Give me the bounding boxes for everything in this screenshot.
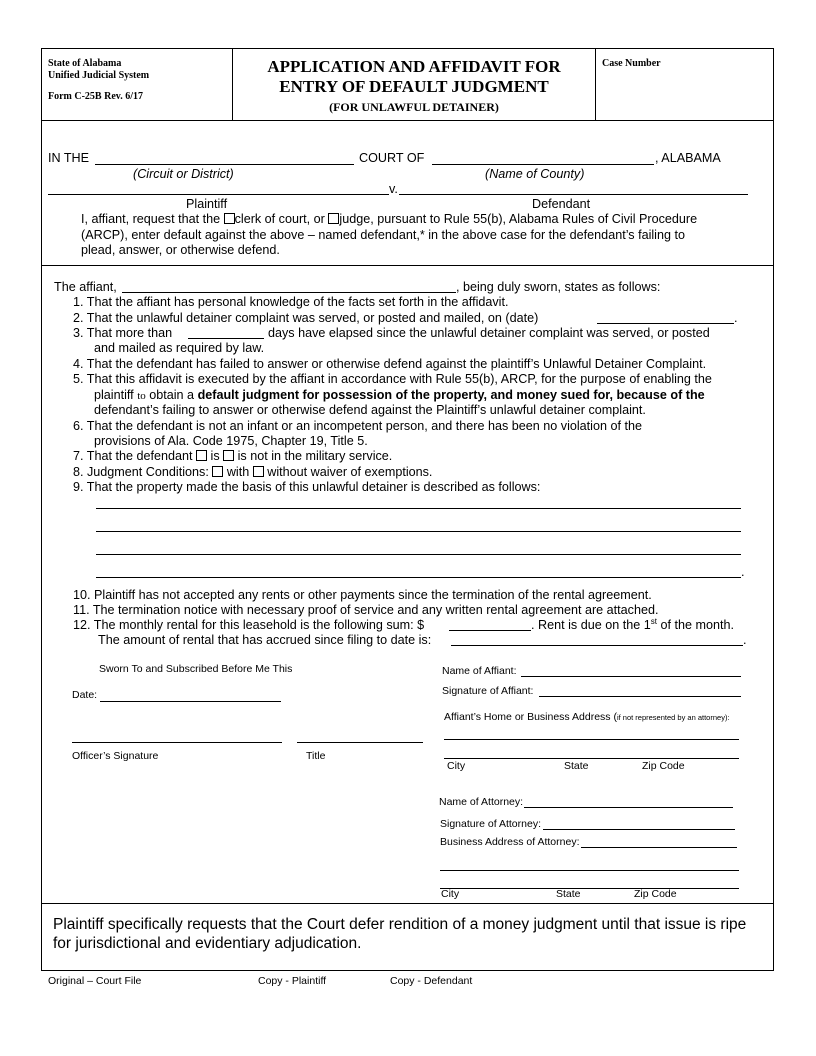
footer-copy-plaintiff: Copy - Plaintiff: [258, 975, 327, 987]
item-2: 2. That the unlawful detainer complaint was served, or posted and mailed, on (date): [73, 311, 539, 325]
attorney-signature-field[interactable]: [543, 829, 735, 830]
notice-line-2: for jurisdictional and evidentiary adjudication.: [53, 935, 362, 952]
military-is-not-checkbox[interactable]: [223, 450, 234, 461]
attorney-address-label: Business Address of Attorney:: [440, 836, 580, 848]
caption-divider: [41, 265, 774, 266]
versus-label: v.: [389, 182, 398, 196]
attorney-address-line-3[interactable]: [440, 888, 739, 889]
attorney-address-field[interactable]: [581, 847, 737, 848]
affiant-signature-field[interactable]: [539, 696, 741, 697]
affiant-address-line-2[interactable]: [444, 758, 739, 759]
item-6-line-1: 6. That the defendant is not an infant or an incompetent person, and there has been no violation of the: [73, 419, 642, 433]
request-line-1: I, affiant, request that the clerk of court, or judge, pursuant to Rule 55(b), Alabama Rules of Civil Procedure: [81, 212, 698, 226]
days-field[interactable]: [188, 338, 264, 339]
case-number-label: Case Number: [602, 58, 661, 69]
attorney-state-label: State: [556, 888, 581, 900]
form-subtitle: (FOR UNLAWFUL DETAINER): [329, 100, 499, 114]
title-line-2: ENTRY OF DEFAULT JUDGMENT: [279, 77, 549, 96]
item-8: 8. Judgment Conditions: with without waiver of exemptions.: [73, 465, 433, 479]
county-hint: (Name of County): [485, 167, 585, 181]
item-6-line-2: provisions of Ala. Code 1975, Chapter 19, Title 5.: [94, 434, 368, 448]
property-description-line-2[interactable]: [96, 531, 741, 532]
officer-title-label: Title: [306, 750, 326, 762]
court-of-label: COURT OF: [359, 151, 425, 165]
notice-divider: [41, 903, 774, 904]
header-divider: [41, 120, 774, 121]
header-col-divider-2: [595, 48, 596, 120]
attorney-address-line-2[interactable]: [440, 870, 739, 871]
state-name: State of Alabama: [48, 58, 122, 69]
footer-copy-defendant: Copy - Defendant: [390, 975, 473, 987]
affiant-city-label: City: [447, 760, 466, 772]
with-waiver-checkbox[interactable]: [212, 466, 223, 477]
affiant-name-label: Name of Affiant:: [442, 665, 517, 677]
attorney-signature-label: Signature of Attorney:: [440, 818, 541, 830]
court-type-field[interactable]: [95, 164, 354, 165]
item-5-line-3: defendant’s failing to answer or otherwise defend against the Plaintiff’s unlawful detainer complaint.: [94, 403, 646, 417]
deferral-notice: [53, 915, 746, 953]
officer-signature-label: Officer’s Signature: [72, 750, 159, 762]
attorney-zip-label: Zip Code: [634, 888, 677, 900]
circuit-hint: (Circuit or District): [133, 167, 234, 181]
property-description-line-4[interactable]: [96, 577, 741, 578]
item-1: 1. That the affiant has personal knowledge of the facts set forth in the affidavit.: [73, 295, 509, 309]
form-frame: [41, 48, 774, 971]
item-5-line-1: 5. That this affidavit is executed by the affiant in accordance with Rule 55(b), ARCP, for the purpose of enabling the: [73, 372, 712, 386]
item-3-cont: and mailed as required by law.: [94, 341, 265, 355]
footer-original: Original – Court File: [48, 975, 142, 987]
affiant-sworn-text: , being duly sworn, states as follows:: [456, 280, 661, 294]
affiant-name-field[interactable]: [122, 292, 456, 293]
plaintiff-label: Plaintiff: [186, 197, 228, 211]
item-5-line-2: plaintiff to obtain a default judgment for possession of the property, and money sued for, because of the: [94, 388, 705, 402]
item-12-due: . Rent is due on the 1st of the month.: [531, 616, 734, 632]
period: .: [741, 565, 745, 579]
affiant-address-line-1[interactable]: [444, 739, 739, 740]
title-line-1: APPLICATION AND AFFIDAVIT FOR: [267, 57, 561, 76]
attorney-city-label: City: [441, 888, 460, 900]
item-3-rest: days have elapsed since the unlawful detainer complaint was served, or posted: [268, 326, 710, 340]
plaintiff-field[interactable]: [48, 194, 389, 195]
system-name: Unified Judicial System: [48, 70, 150, 81]
affiant-label: The affiant,: [54, 280, 117, 294]
alabama-label: , ALABAMA: [655, 151, 721, 165]
item-3-lead: 3. That more than: [73, 326, 173, 340]
in-the-label: IN THE: [48, 151, 90, 165]
item-7: 7. That the defendant is is not in the military service.: [73, 449, 393, 463]
property-description-line-1[interactable]: [96, 508, 741, 509]
item-12-accrued: The amount of rental that has accrued since filing to date is:: [98, 633, 432, 647]
accrued-rent-field[interactable]: [451, 645, 743, 646]
form-number: Form C-25B Rev. 6/17: [48, 91, 143, 102]
military-is-checkbox[interactable]: [196, 450, 207, 461]
date-field[interactable]: [100, 701, 281, 702]
clerk-checkbox[interactable]: [224, 213, 235, 224]
item-12-lead: 12. The monthly rental for this leasehold is the following sum: $: [73, 618, 425, 632]
county-field[interactable]: [432, 164, 654, 165]
defendant-label: Defendant: [532, 197, 591, 211]
item-10: 10. Plaintiff has not accepted any rents or other payments since the termination of the rental agreement.: [73, 588, 652, 602]
period: .: [743, 633, 747, 647]
case-number-field[interactable]: [600, 72, 768, 116]
officer-signature-field[interactable]: [72, 742, 282, 743]
judge-checkbox[interactable]: [328, 213, 339, 224]
affiant-state-label: State: [564, 760, 589, 772]
request-line-3: plead, answer, or otherwise defend.: [81, 243, 280, 257]
without-waiver-checkbox[interactable]: [253, 466, 264, 477]
period: .: [734, 311, 738, 325]
item-11: 11. The termination notice with necessary proof of service and any written rental agreement are attached.: [73, 603, 659, 617]
attorney-name-field[interactable]: [524, 807, 733, 808]
defendant-field[interactable]: [399, 194, 748, 195]
request-line-2: (ARCP), enter default against the above – named defendant,* in the above case for the defendant’s failing to: [81, 228, 685, 242]
officer-title-field[interactable]: [297, 742, 423, 743]
affiant-zip-label: Zip Code: [642, 760, 685, 772]
date-label: Date:: [72, 689, 98, 701]
affiant-signature-label: Signature of Affiant:: [442, 685, 534, 697]
item-9: 9. That the property made the basis of this unlawful detainer is described as follows:: [73, 480, 541, 494]
item-4: 4. That the defendant has failed to answer or otherwise defend against the plaintiff’s Unlawful Detainer Complaint.: [73, 357, 707, 371]
property-description-line-3[interactable]: [96, 554, 741, 555]
attorney-name-label: Name of Attorney:: [439, 796, 524, 808]
court-system-block: [48, 58, 149, 103]
monthly-rent-field[interactable]: [449, 630, 531, 631]
affiant-address-label: Affiant’s Home or Business Address (if not represented by an attorney):: [444, 711, 730, 723]
form-title: [233, 57, 595, 115]
affiant-name-sign-field[interactable]: [521, 676, 741, 677]
service-date-field[interactable]: [597, 323, 734, 324]
sworn-label: Sworn To and Subscribed Before Me This: [99, 663, 293, 675]
notice-line-1: Plaintiff specifically requests that the Court defer rendition of a money judgment until that issue is ripe: [53, 916, 747, 933]
